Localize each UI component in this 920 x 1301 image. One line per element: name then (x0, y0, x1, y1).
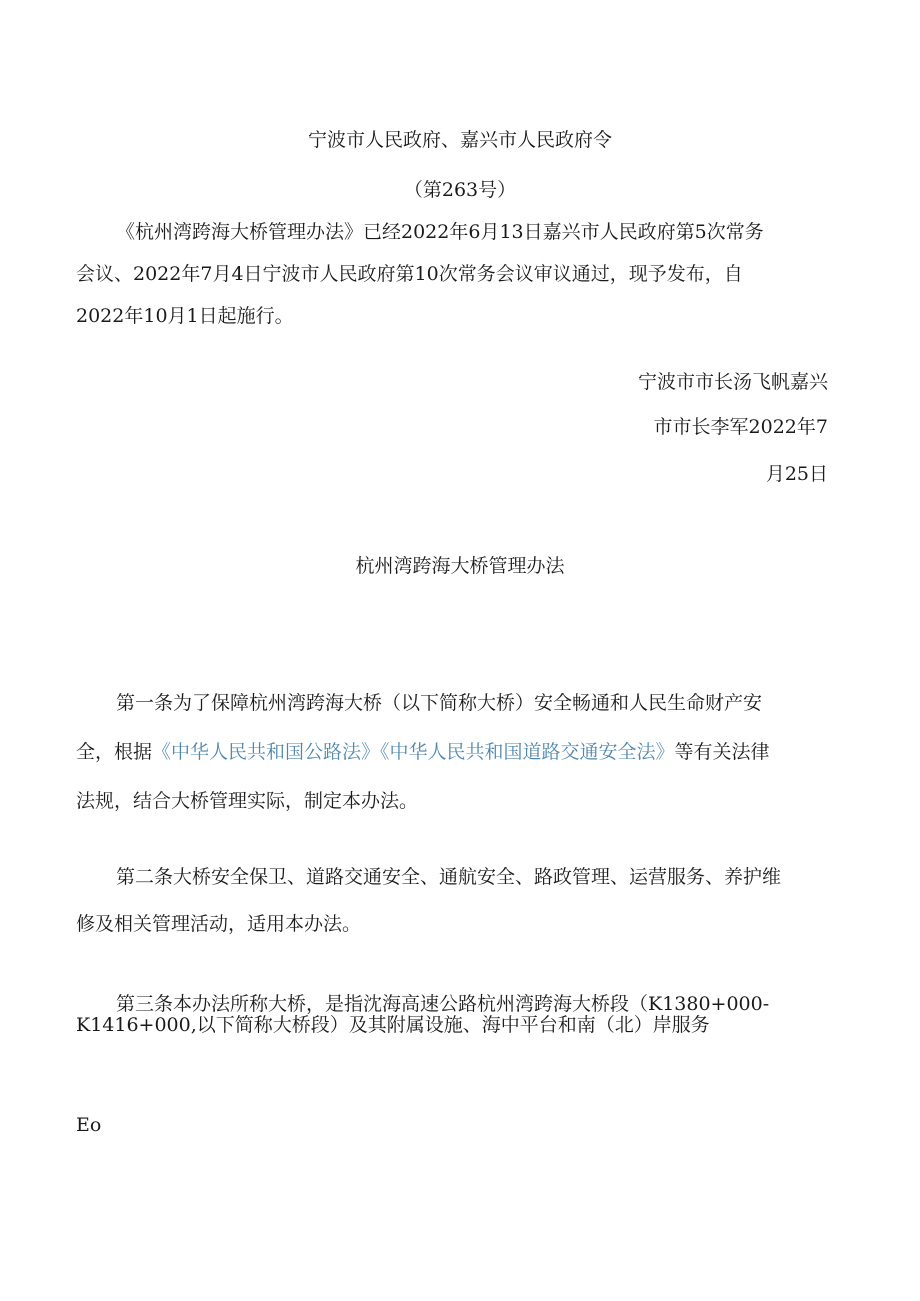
article-1-text-end: 等有关法律 (674, 741, 770, 763)
decree-title: 宁波市人民政府、嘉兴市人民政府令 (307, 129, 612, 151)
article-1-line-3: 法规，结合大桥管理实际，制定本办法。 (76, 790, 419, 812)
article-3-line-1: 第三条本办法所称大桥，是指沈海高速公路杭州湾跨海大桥段（K1380+000- (116, 993, 770, 1015)
signature-line-1: 宁波市市长汤飞帆嘉兴 (637, 371, 828, 393)
article-3-line-3: Eo (76, 1114, 102, 1136)
announcement-line-3: 2022年10月1日起施行。 (76, 305, 294, 327)
article-2-line-1: 第二条大桥安全保卫、道路交通安全、通航安全、路政管理、运营服务、养护维 (116, 866, 782, 888)
announcement-line-1: 《杭州湾跨海大桥管理办法》已经2022年6月13日嘉兴市人民政府第5次常务 (116, 221, 764, 243)
highway-law-link[interactable]: 《中华人民共和国公路法》 (152, 741, 381, 763)
article-1-line-1: 第一条为了保障杭州湾跨海大桥（以下简称大桥）安全畅通和人民生命财产安 (116, 692, 763, 714)
announcement-line-2: 会议、2022年7月4日宁波市人民政府第10次常务会议审议通过，现予发布，自 (76, 263, 743, 285)
signature-line-3: 月25日 (765, 463, 828, 485)
regulation-title: 杭州湾跨海大桥管理办法 (355, 555, 565, 577)
decree-number: （第263号） (403, 179, 517, 201)
road-traffic-safety-law-link[interactable]: 《中华人民共和国道路交通安全法》 (380, 741, 675, 763)
article-3-line-2: K1416+000,以下简称大桥段）及其附属设施、海中平台和南（北）岸服务 (76, 1014, 710, 1036)
article-2-line-2: 修及相关管理活动，适用本办法。 (76, 913, 362, 935)
article-1-text-start: 全，根据 (76, 741, 153, 763)
signature-line-2: 市市长李军2022年7 (653, 416, 828, 438)
article-1-line-2 (76, 739, 770, 765)
